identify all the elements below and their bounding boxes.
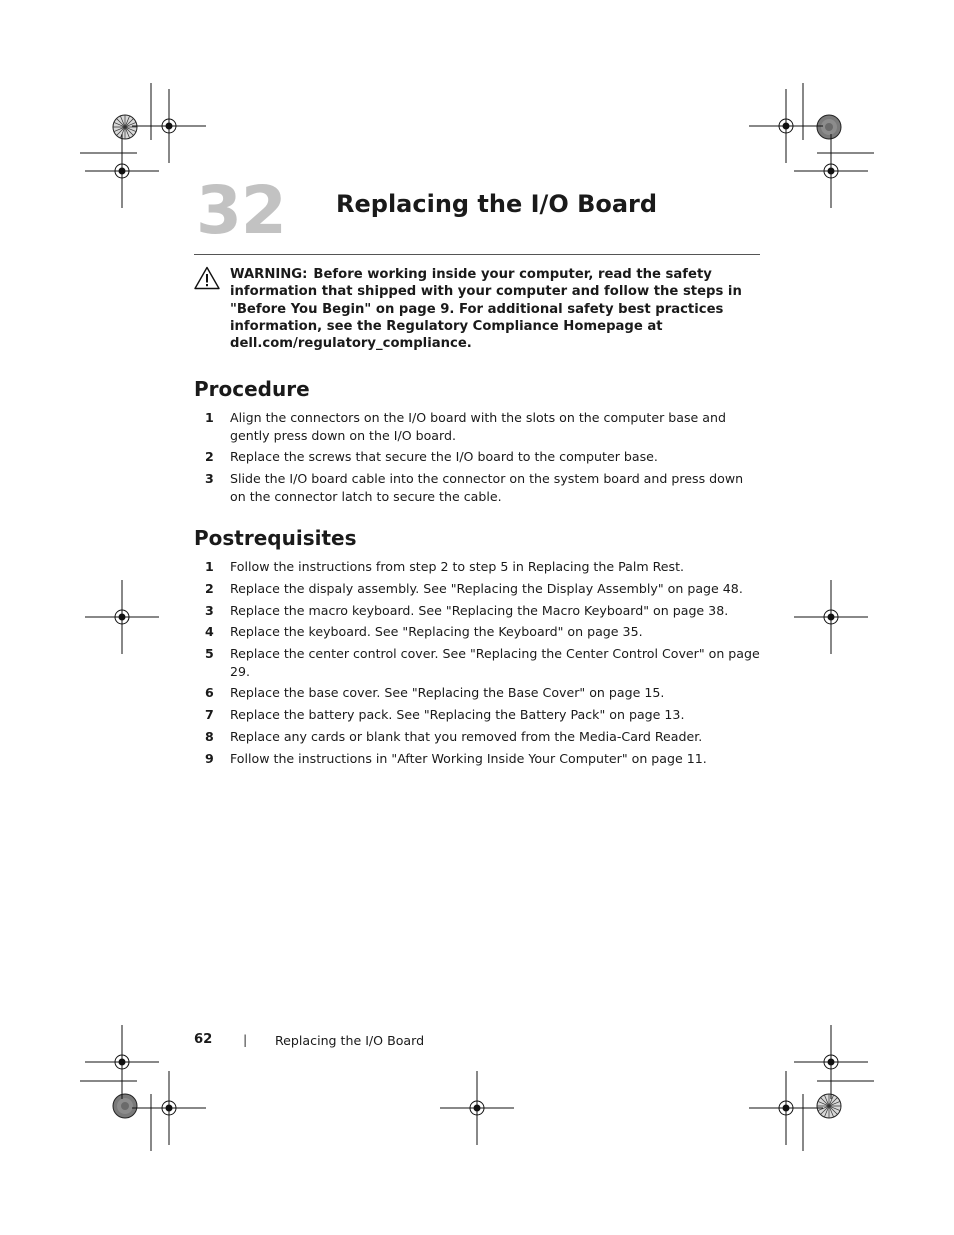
header-rule (194, 254, 760, 255)
step-number: 1 (205, 410, 214, 425)
step-number: 8 (205, 729, 214, 745)
step-text: Follow the instructions from step 2 to step 5 in Replacing the Palm Rest. (230, 559, 685, 574)
postrequisite-step (194, 706, 760, 724)
page-number: 62 (194, 1032, 213, 1047)
postrequisite-step (194, 602, 760, 620)
step-text: Replace the macro keyboard. See "Replacing the Macro Keyboard" on page 38. (230, 602, 729, 618)
footer-separator: | (243, 1032, 248, 1047)
warning-box (194, 266, 760, 352)
step-number: 2 (205, 580, 214, 596)
step-text: Replace any cards or blank that you removed from the Media-Card Reader. (230, 729, 703, 745)
footer-chapter-title: Replacing the I/O Board (275, 1033, 425, 1048)
step-number: 6 (205, 685, 214, 701)
postrequisite-step (194, 623, 760, 641)
postrequisite-step (194, 645, 760, 680)
chapter-number: 32 (196, 172, 286, 249)
step-text: Replace the screws that secure the I/O board to the computer base. (230, 449, 658, 465)
step-text: Follow the instructions in "After Working Inside Your Computer" on page 11. (230, 750, 707, 766)
postrequisite-step (194, 558, 760, 576)
procedure-step (194, 409, 760, 444)
step-text: Replace the base cover. See "Replacing the Base Cover" on page 15. (230, 685, 665, 701)
warning-triangle-icon (194, 266, 220, 290)
postrequisite-step (194, 728, 760, 746)
step-text: Replace the dispaly assembly. See "Replacing the Display Assembly" on page 48. (230, 580, 743, 596)
chapter-title: Replacing the I/O Board (336, 190, 658, 218)
procedure-step (194, 448, 760, 466)
step-number: 3 (205, 602, 214, 618)
procedure-steps (194, 409, 760, 509)
postrequisites-steps (194, 558, 760, 772)
postrequisite-step (194, 750, 760, 768)
warning-label: WARNING: (230, 267, 308, 282)
step-text: Align the connectors on the I/O board with the slots on the computer base and gently press down on the I/O board. (230, 410, 726, 443)
postrequisite-step (194, 580, 760, 598)
step-text: Replace the keyboard. See "Replacing the Keyboard" on page 35. (230, 624, 643, 640)
step-number: 5 (205, 646, 214, 662)
step-number: 1 (205, 559, 214, 574)
step-number: 9 (205, 750, 214, 766)
warning-text (230, 266, 760, 352)
postrequisite-step (194, 684, 760, 702)
step-number: 7 (205, 707, 214, 723)
step-text: Replace the center control cover. See "Replacing the Center Control Cover" on page 29. (230, 646, 760, 679)
step-text: Replace the battery pack. See "Replacing the Battery Pack" on page 13. (230, 707, 685, 723)
procedure-step (194, 470, 760, 505)
step-number: 3 (205, 471, 214, 487)
warning-message: Before working inside your computer, read the safety information that shipped with your computer and follow the steps in "Before You Begin" on page 9. For additional safety best practices information, see the Regulatory Compliance Homepage at dell.com/regulatory_compliance. (230, 267, 742, 352)
step-number: 2 (205, 449, 214, 465)
step-number: 4 (205, 624, 214, 640)
step-text: Slide the I/O board cable into the connector on the system board and press down on the connector latch to secure the cable. (230, 471, 744, 504)
procedure-heading: Procedure (194, 377, 310, 401)
postrequisites-heading: Postrequisites (194, 526, 357, 550)
